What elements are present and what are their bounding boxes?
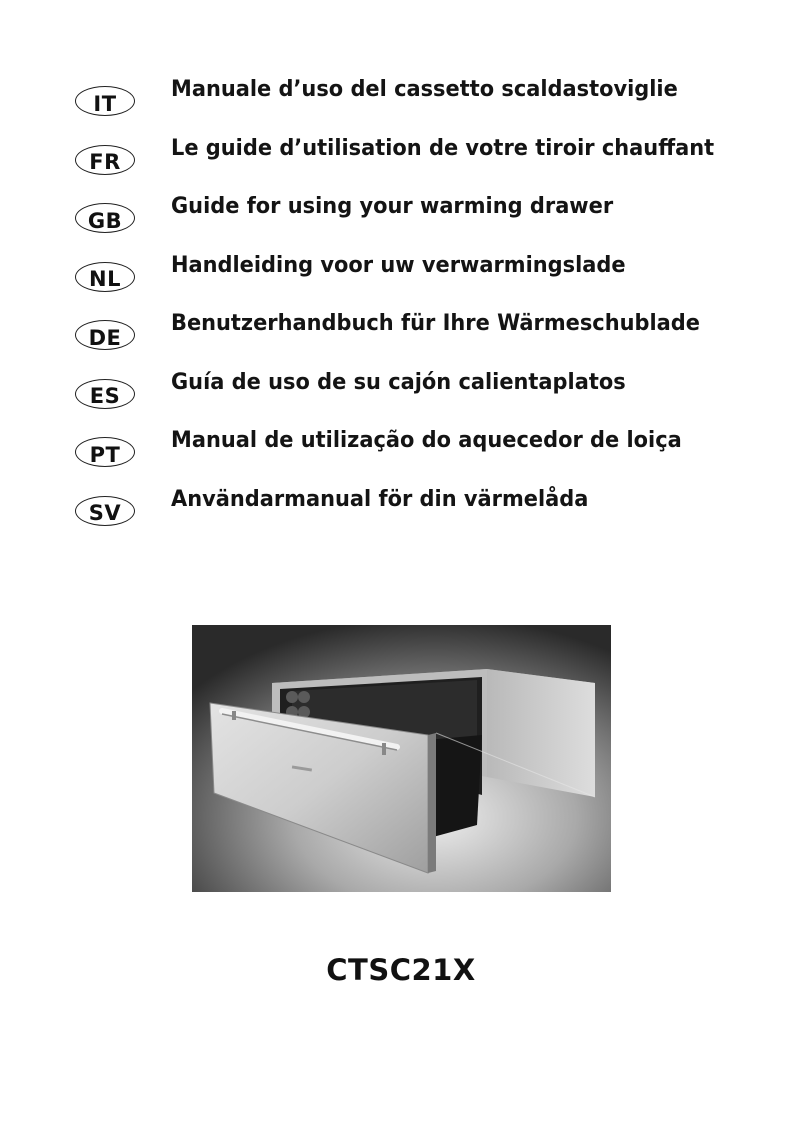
language-code-badge: SV [75,496,135,526]
language-code-badge: GB [75,203,135,233]
language-code-badge: PT [75,437,135,467]
language-code-badge: DE [75,320,135,350]
manual-title: Användarmanual för din värmelåda [171,485,589,512]
manual-title: Handleiding voor uw verwarmingslade [171,251,626,278]
language-list [75,72,755,540]
language-row-es [75,365,755,424]
manual-title: Guide for using your warming drawer [171,193,614,219]
warming-drawer-photo [192,625,611,892]
language-row-de [75,306,755,365]
language-row-gb [75,189,755,248]
language-code-badge: ES [75,379,135,409]
model-number: CTSC21X [326,953,476,987]
manual-title: Manuale d’uso del cassetto scaldastoviglie [171,76,678,102]
language-row-it [75,72,755,131]
language-code-badge: IT [75,86,135,116]
language-row-nl [75,248,755,307]
language-row-pt [75,423,755,482]
language-row-sv [75,482,755,541]
manual-title: Benutzerhandbuch für Ihre Wärmeschublade [171,310,700,336]
manual-title: Manual de utilização do aquecedor de loiça [171,427,682,453]
language-code-badge: NL [75,262,135,292]
language-row-fr [75,131,755,190]
manual-title: Le guide d’utilisation de votre tiroir chauffant [171,134,715,161]
language-code-badge: FR [75,145,135,175]
manual-title: Guía de uso de su cajón calientaplatos [171,368,626,395]
